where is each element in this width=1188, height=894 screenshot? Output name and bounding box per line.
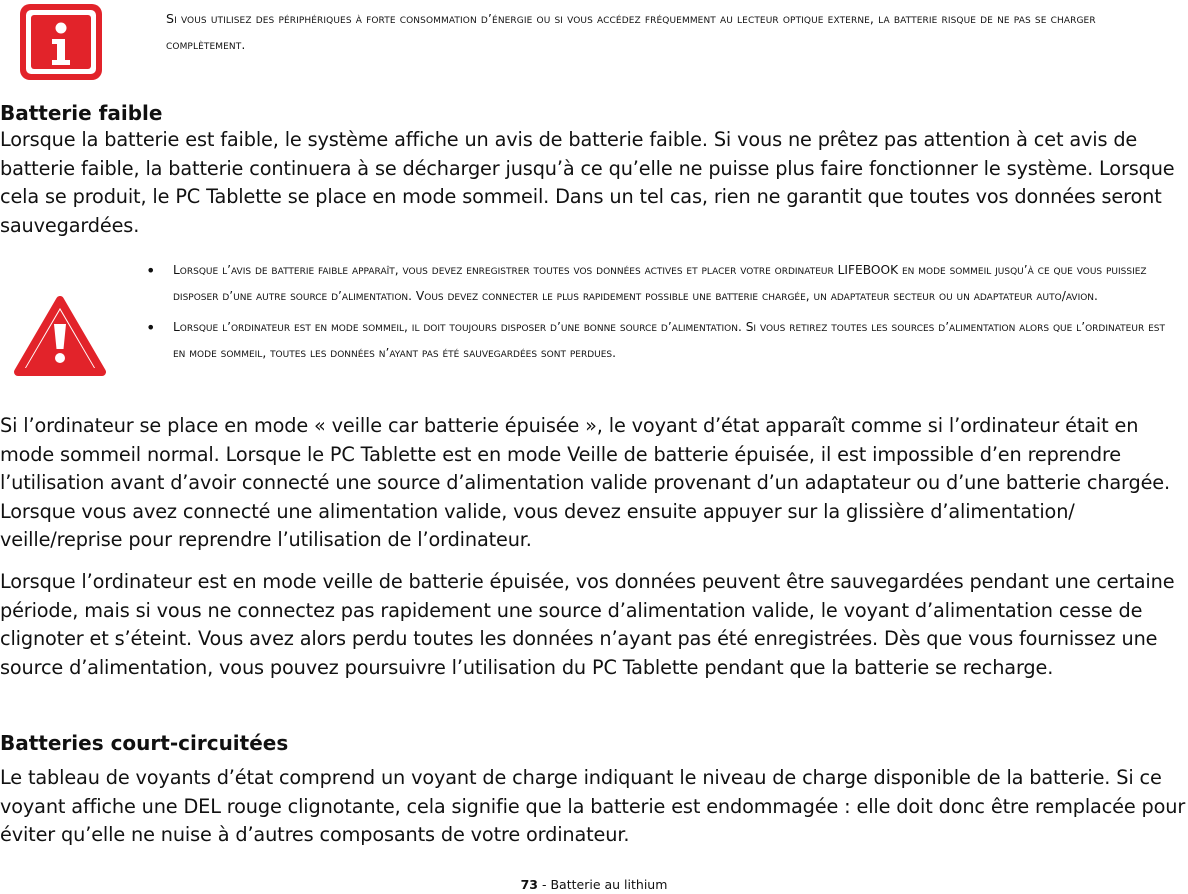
page-number: 73 [520, 877, 539, 892]
info-note-text: Si vous utilisez des périphériques à forte consommation d’énergie ou si vous accédez fréquemment au lecteur optique externe, la batterie risque de ne pas se charger complètement. [166, 11, 1096, 52]
short-circuit-paragraph: Le tableau de voyants d’état comprend un voyant de charge indiquant le niveau de charge disponible de la batterie. Si ce voyant affiche une DEL rouge clignotante, cela signifie que la batterie est endommagée : elle doit donc être remplacée pour éviter qu’elle ne nuise à d’autres composants de votre ordinateur. [0, 766, 1186, 847]
bullet: • [146, 261, 156, 280]
warning-item-text: Lorsque l’avis de batterie faible apparaît, vous devez enregistrer toutes vos données actives et placer votre ordinateur LIFEBOOK en mode sommeil jusqu’à ce que vous puissiez disposer d’une autre source d’alimentation. Vous devez connecter le plus rapidement possible une batterie chargée, un adaptateur secteur ou un adaptateur auto/avion. [173, 263, 1147, 303]
short-circuit-heading: Batteries court-circuitées [0, 731, 289, 755]
page-footer [0, 876, 1188, 894]
warning-item-text: Lorsque l’ordinateur est en mode sommeil, il doit toujours disposer d’une bonne source d’alimentation. Si vous retirez toutes les sources d’alimentation alors que l’ordinateur est en mode sommeil, toutes les données n’ayant pas été sauvegardées sont perdues. [173, 320, 1165, 360]
warning-list-item [140, 315, 1180, 366]
footer-separator: - [538, 877, 551, 892]
low-battery-paragraph: Lorsque la batterie est faible, le système affiche un avis de batterie faible. Si vous ne prêtez pas attention à cet avis de batterie faible, la batterie continuera à se décharger jusqu’à ce qu’elle ne puisse plus faire fonctionner le système. Lorsque cela se produit, le PC Tablette se place en mode sommeil. Dans un tel cas, rien ne garantit que toutes vos données seront sauvegardées. [0, 128, 1175, 237]
warning-list-item [140, 258, 1180, 309]
warning-icon [14, 296, 106, 378]
dead-battery-data-paragraph: Lorsque l’ordinateur est en mode veille de batterie épuisée, vos données peuvent être sauvegardées pendant une certaine période, mais si vous ne connectez pas rapidement une source d’alimentation valide, le voyant d’alimentation cesse de clignoter et s’éteint. Vous avez alors perdu toutes les données n’ayant pas été enregistrées. Dès que vous fournissez une source d’alimentation, vous pouvez poursuivre l’utilisation du PC Tablette pendant que la batterie se recharge. [0, 570, 1175, 679]
warning-list [140, 258, 1180, 372]
bullet: • [146, 318, 156, 338]
low-battery-heading: Batterie faible [0, 101, 163, 125]
footer-section: Batterie au lithium [550, 877, 668, 892]
info-icon [18, 2, 104, 82]
dead-battery-paragraph: Si l’ordinateur se place en mode « veille car batterie épuisée », le voyant d’état apparaît comme si l’ordinateur était en mode sommeil normal. Lorsque le PC Tablette est en mode Veille de batterie épuisée, il est impossible d’en reprendre l’utilisation avant d’avoir connecté une source d’alimentation valide provenant d’un adaptateur ou d’une batterie chargée. Lorsque vous avez connecté une alimentation valide, vous devez ensuite appuyer sur la glissière d’alimentation/ veille/reprise pour reprendre l’utilisation de l’ordinateur. [0, 414, 1170, 552]
